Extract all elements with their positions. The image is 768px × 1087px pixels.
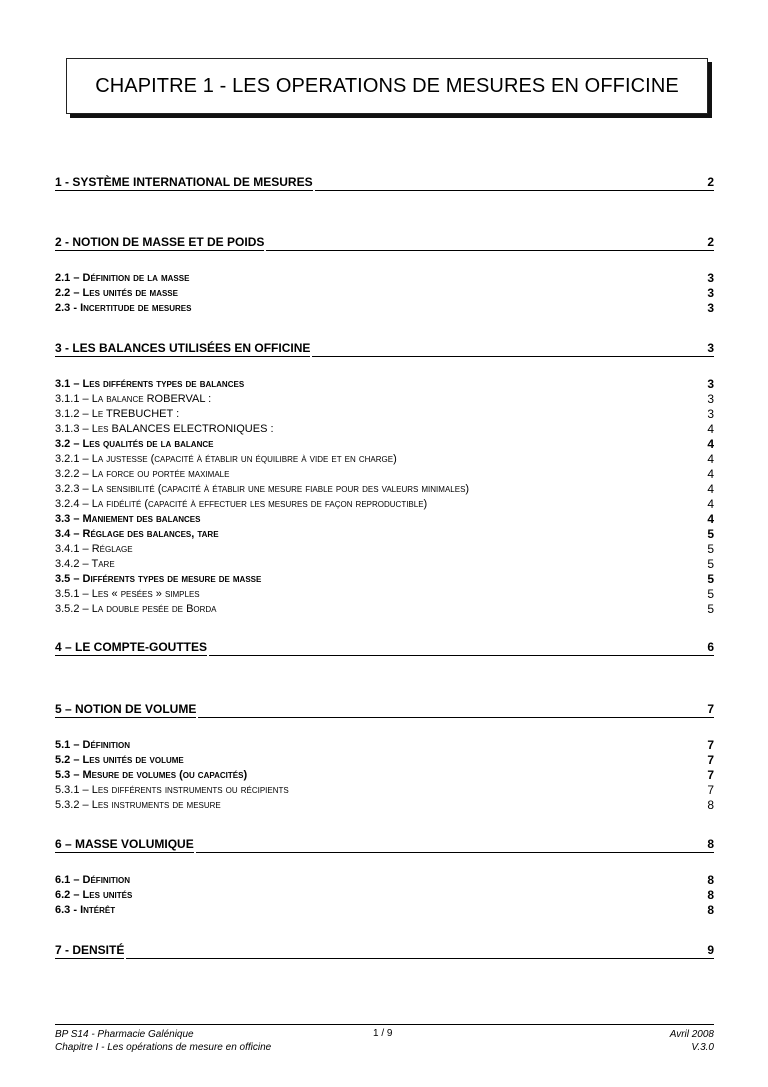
toc-entry[interactable] — [55, 235, 714, 251]
toc-entry-page: 3 — [707, 301, 714, 315]
toc-entry-page: 8 — [707, 903, 714, 917]
toc-entry[interactable] — [55, 377, 714, 392]
toc-entry-label: 2.1 – Définition de la masse — [55, 272, 190, 284]
toc-leader — [126, 943, 703, 959]
toc-entry[interactable] — [55, 512, 714, 527]
toc-entry[interactable] — [55, 587, 714, 602]
toc-entry-label: 3.1.2 – Le TREBUCHET : — [55, 408, 180, 420]
toc-entry-label: 3.1 – Les différents types de balances — [55, 378, 245, 390]
toc-entry[interactable] — [55, 301, 714, 316]
toc-entry-page: 5 — [707, 557, 714, 571]
toc-entry[interactable] — [55, 542, 714, 557]
toc-entry[interactable] — [55, 873, 714, 888]
toc-entry[interactable] — [55, 798, 714, 813]
toc-entry[interactable] — [55, 640, 714, 656]
toc-entry-label: 5.1 – Définition — [55, 739, 131, 751]
toc-entry[interactable] — [55, 467, 714, 482]
toc-entry-label: 5.3.2 – Les instruments de mesure — [55, 799, 221, 811]
toc-entry-label: 5 – NOTION DE VOLUME — [55, 702, 197, 716]
toc-entry-label: 3.2 – Les qualités de la balance — [55, 438, 214, 450]
toc-entry[interactable] — [55, 903, 714, 918]
toc-entry-page: 4 — [707, 452, 714, 466]
toc-entry-label: 5.2 – Les unités de volume — [55, 754, 184, 766]
toc-entry-page: 8 — [707, 798, 714, 812]
toc-entry-page: 2 — [703, 235, 714, 251]
toc-entry[interactable] — [55, 943, 714, 959]
chapter-title-box — [66, 58, 708, 114]
toc-entry-label: 3.5 – Différents types de mesure de masse — [55, 573, 262, 585]
toc-entry-label: 3.5.2 – La double pesée de Borda — [55, 603, 217, 615]
toc-entry[interactable] — [55, 392, 714, 407]
toc-entry[interactable] — [55, 286, 714, 301]
toc-entry-label: 3.1.3 – Les BALANCES ELECTRONIQUES : — [55, 423, 274, 435]
toc-entry[interactable] — [55, 452, 714, 467]
toc-entry-page: 5 — [707, 527, 714, 541]
toc-entry-page: 4 — [707, 482, 714, 496]
toc-entry[interactable] — [55, 572, 714, 587]
toc-entry-page: 8 — [707, 873, 714, 887]
toc-entry-page: 7 — [707, 768, 714, 782]
toc-entry-page: 5 — [707, 602, 714, 616]
toc-leader — [266, 235, 703, 251]
toc-entry-page: 3 — [707, 407, 714, 421]
toc-entry-label: 5.3 – Mesure de volumes (ou capacités) — [55, 769, 248, 781]
footer-course: BP S14 - Pharmacie Galénique — [55, 1029, 194, 1040]
toc-entry-page: 8 — [707, 888, 714, 902]
toc-entry[interactable] — [55, 422, 714, 437]
toc-entry-label: 3.3 – Maniement des balances — [55, 513, 201, 525]
toc-entry[interactable] — [55, 175, 714, 191]
toc-entry-label: 6.3 - Intérêt — [55, 904, 116, 916]
toc-entry-label: 6.1 – Définition — [55, 874, 131, 886]
toc-entry-label: 3.4.2 – Tare — [55, 558, 115, 570]
toc-entry[interactable] — [55, 837, 714, 853]
toc-entry-page: 5 — [707, 572, 714, 586]
toc-entry-label: 3.1.1 – La balance ROBERVAL : — [55, 393, 212, 405]
toc-entry-page: 2 — [703, 175, 714, 191]
toc-entry-page: 3 — [703, 341, 714, 357]
footer-date: Avril 2008 — [669, 1029, 714, 1040]
toc-entry-label: 3.2.1 – La justesse (capacité à établir un équilibre à vide et en charge) — [55, 453, 397, 465]
toc-entry-label: 7 - DENSITÉ — [55, 943, 125, 957]
toc-entry[interactable] — [55, 497, 714, 512]
toc-leader — [312, 341, 703, 357]
toc-entry-page: 4 — [707, 497, 714, 511]
toc-entry-label: 3.4.1 – Réglage — [55, 543, 133, 555]
toc-entry-page: 5 — [707, 587, 714, 601]
toc-entry[interactable] — [55, 783, 714, 798]
toc-entry[interactable] — [55, 602, 714, 617]
toc-entry-page: 4 — [707, 512, 714, 526]
toc-entry-page: 8 — [703, 837, 714, 853]
toc-leader — [196, 837, 704, 853]
toc-entry-page: 3 — [707, 271, 714, 285]
toc-entry-label: 6.2 – Les unités — [55, 889, 133, 901]
toc-entry-page: 4 — [707, 422, 714, 436]
toc-entry[interactable] — [55, 888, 714, 903]
toc-leader — [209, 640, 703, 656]
footer-chapter: Chapitre I - Les opérations de mesure en officine — [55, 1042, 272, 1053]
toc-entry-label: 4 – LE COMPTE-GOUTTES — [55, 640, 208, 654]
toc-entry-label: 3.2.2 – La force ou portée maximale — [55, 468, 230, 480]
footer-page-number: 1 / 9 — [373, 1028, 393, 1039]
toc-entry-page: 9 — [703, 943, 714, 959]
toc-entry-label: 3.5.1 – Les « pesées » simples — [55, 588, 200, 600]
toc-entry[interactable] — [55, 271, 714, 286]
toc-entry-label: 2 - NOTION DE MASSE ET DE POIDS — [55, 235, 265, 249]
toc-leader — [198, 702, 703, 718]
toc-entry[interactable] — [55, 437, 714, 452]
toc-entry[interactable] — [55, 482, 714, 497]
chapter-title: CHAPITRE 1 - LES OPERATIONS DE MESURES EN OFFICINE — [95, 74, 679, 97]
footer-version: V.3.0 — [691, 1042, 714, 1053]
toc-entry-label: 1 - SYSTÈME INTERNATIONAL DE MESURES — [55, 175, 313, 189]
toc-entry-label: 6 – MASSE VOLUMIQUE — [55, 837, 194, 851]
toc-entry[interactable] — [55, 527, 714, 542]
toc-entry-label: 3.2.3 – La sensibilité (capacité à établir une mesure fiable pour des valeurs minimales) — [55, 483, 470, 495]
toc-entry[interactable] — [55, 702, 714, 718]
toc-entry[interactable] — [55, 753, 714, 768]
toc-entry[interactable] — [55, 341, 714, 357]
toc-entry[interactable] — [55, 738, 714, 753]
toc-entry-label: 2.3 - Incertitude de mesures — [55, 302, 192, 314]
toc-entry-page: 5 — [707, 542, 714, 556]
toc-entry-page: 3 — [707, 377, 714, 391]
toc-entry-label: 3 - LES BALANCES UTILISÉES EN OFFICINE — [55, 341, 311, 355]
toc-entry[interactable] — [55, 407, 714, 422]
toc-entry-page: 4 — [707, 437, 714, 451]
toc-entry-page: 3 — [707, 286, 714, 300]
toc-entry-label: 3.4 – Réglage des balances, tare — [55, 528, 219, 540]
toc-entry-page: 7 — [707, 753, 714, 767]
toc-entry-label: 2.2 – Les unités de masse — [55, 287, 178, 299]
toc-leader — [315, 175, 704, 191]
toc-entry[interactable] — [55, 768, 714, 783]
toc-entry-page: 7 — [707, 738, 714, 752]
toc-entry-page: 6 — [703, 640, 714, 656]
toc-entry-page: 7 — [703, 702, 714, 718]
toc-entry[interactable] — [55, 557, 714, 572]
toc-entry-page: 4 — [707, 467, 714, 481]
toc-entry-page: 7 — [707, 783, 714, 797]
toc-entry-page: 3 — [707, 392, 714, 406]
page-footer — [55, 1024, 714, 1054]
toc-entry-label: 3.2.4 – La fidélité (capacité à effectuer les mesures de façon reproductible) — [55, 498, 428, 510]
toc-entry-label: 5.3.1 – Les différents instruments ou récipients — [55, 784, 289, 796]
